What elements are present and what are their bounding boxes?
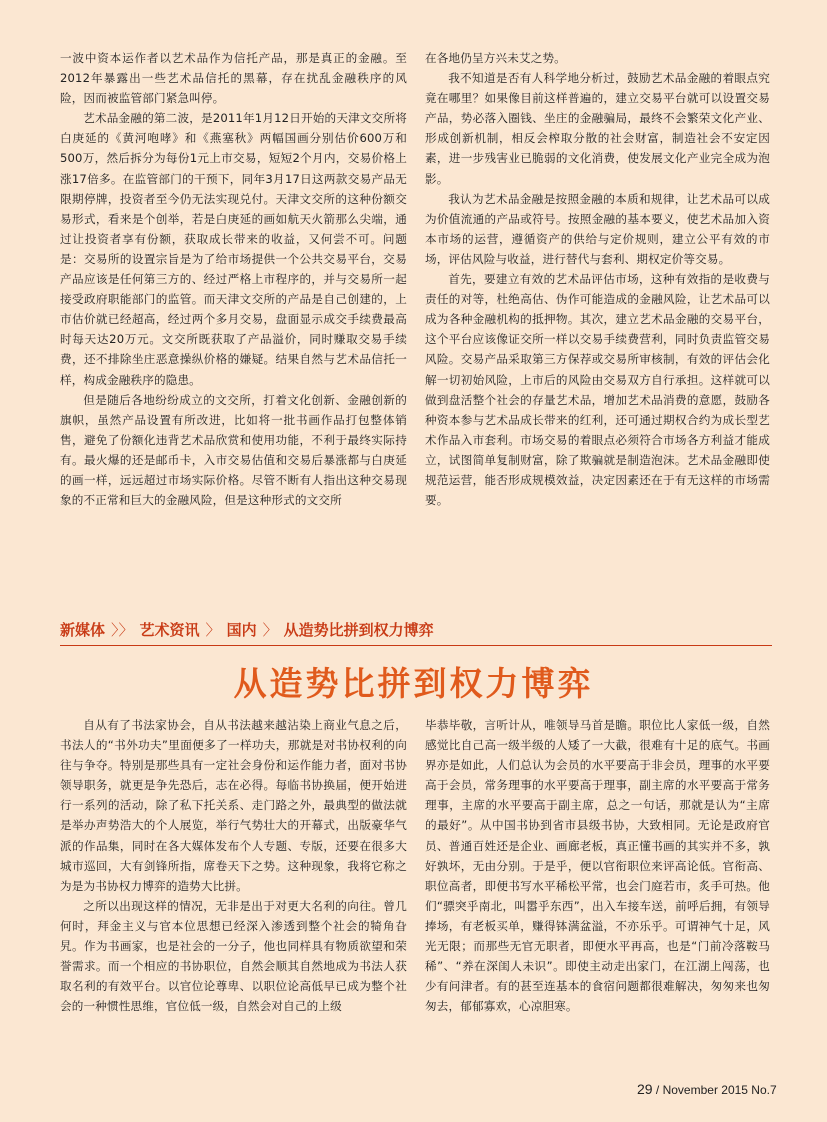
- article-headline: 从造势比拼到权力博弈: [233, 664, 594, 703]
- section-divider: [60, 645, 772, 646]
- article-column-top-right: [425, 48, 770, 510]
- breadcrumb-separator: 〉: [262, 621, 278, 639]
- breadcrumb-separator: 〉: [205, 621, 221, 639]
- breadcrumb: [60, 619, 434, 640]
- breadcrumb-section[interactable]: 新媒体: [60, 621, 106, 639]
- paragraph: 我认为艺术品金融是按照金融的本质和规律，让艺术品可以成为价值流通的产品或符号。按照金融的基本要义，使艺术品加入资本市场的运营，遵循资产的供给与定价规则，建立公平有效的市场，评估风险与收益，进行替代与套利、期权定价等交易。: [425, 191, 770, 266]
- paragraph: 但是随后各地纷纷成立的文交所，打着文化创新、金融创新的旗帜，虽然产品设置有所改进，比如将一批书画作品打包整体销售，避免了份额化违背艺术品欣赏和使用功能，不利于最终实际持有。最火爆的还是邮币卡，入市交易估值和交易后暴涨都与白庚延的画一样，远远超过市场实际价格。尽管不断有人指出这种交易现象的不正常和巨大的金融风险，但是这种形式的文交所: [60, 392, 407, 508]
- breadcrumb-category[interactable]: 艺术资讯: [139, 621, 200, 639]
- paragraph: 首先，要建立有效的艺术品评估市场，这种有效指的是收费与责任的对等，杜绝高估、伪作可能造成的金融风险，让艺术品可以成为各种金融机构的抵押物。其次，建立艺术品金融的交易平台，这个平台应该像证交所一样以交易手续费营利，同时负责监管交易风险。交易产品采取第三方保荐或交易所审核制，有效的评估会化解一切初始风险，上市后的风险由交易双方自行承担。这样就可以做到盘活整个社会的存量艺术品，增加艺术品消费的意愿，鼓励各种资本参与艺术品成长带来的红利，还可通过期权合约为成长型艺术作品入市套利。市场交易的着眼点必须符合市场各方利益才能成立，试图简单复制财富，除了欺骗就是制造泡沫。艺术品金融即使规范运营，能否形成规模效益，决定因素还在于有无这样的市场需要。: [425, 272, 770, 508]
- breadcrumb-current: 从造势比拼到权力博弈: [283, 621, 434, 639]
- paragraph: 我不知道是否有人科学地分析过，鼓励艺术品金融的着眼点究竟在哪里？如果像目前这样普遍的，建立交易平台就可以设置交易产品，势必落入圈钱、坐庄的金融骗局，最终不会繁荣文化产业、形成创新机制，相反会榨取分散的社会财富，制造社会不安定因素，进一步残害业已脆弱的文化消费，使发展文化产业完全成为泡影。: [425, 71, 770, 186]
- article-column-bottom-left: [60, 715, 407, 1016]
- page-number: 29: [637, 1081, 653, 1097]
- issue-label: / November 2015 No.7: [655, 1083, 777, 1097]
- paragraph: 在各地仍呈方兴未艾之势。: [425, 51, 566, 65]
- paragraph: 自从有了书法家协会，自从书法越来越沾染上商业气息之后，书法人的“书外功夫”里面便多了一样功夫，那就是对书协权利的向往与争夺。特别是那些具有一定社会身份和运作能力者，面对书协领导职务，就更是争先恐后，志在必得。每临书协换届，便开始进行一系列的活动，除了私下托关系、走门路之外，最典型的做法就是举办声势浩大的个人展览，举行气势壮大的开幕式，出版豪华气派的作品集，同时在各大媒体发布个人专题、专版，还要在很多大城市巡回，大有剑锋所指，席卷天下之势。这种现象，我将它称之为是为书协权力博弈的造势大比拼。: [60, 718, 407, 893]
- paragraph: 毕恭毕敬，言听计从，唯领导马首是瞻。职位比人家低一级，自然感觉比自己高一级半级的人矮了一大截，很难有十足的底气。书画界亦是如此，人们总认为会员的水平要高于非会员，理事的水平要高于会员，常务理事的水平要高于理事，副主席的水平要高于常务理事，主席的水平要高于副主席，总之一句话，那就是认为“主席的最好”。从中国书协到省市县级书协，大致相同。无论是政府官员、普通百姓还是企业、画廊老板，真正懂书画的其实并不多，孰好孰坏，无由分别。于是乎，便以官衔职位来评高论低。官衔高、职位高者，即便书写水平稀松平常，也会门庭若市，炙手可热。他们“骠突乎南北，叫嚣乎东西”，出入车接车送，前呼后拥，有领导捧场，有老板买单，赚得钵满盆溢，不亦乐乎。可谓神气十足，风光无限；而那些无官无职者，即便水平再高，也是“门前冷落鞍马稀”、“养在深闺人未识”。即使主动走出家门，在江湖上闯荡，也少有问津者。有的甚至连基本的食宿问题都很难解决，匆匆来也匆匆去，郁郁寡欢，心凉胆寒。: [425, 718, 770, 1014]
- breadcrumb-subcategory[interactable]: 国内: [226, 621, 257, 639]
- breadcrumb-separator: 〉〉: [111, 621, 134, 639]
- paragraph: 一波中资本运作者以艺术品作为信托产品，那是真正的金融。至2012年暴露出一些艺术品信托的黑幕，存在扰乱金融秩序的风险，因而被监管部门紧急叫停。: [60, 51, 407, 106]
- article-column-bottom-right: [425, 715, 770, 1016]
- article-column-top-left: [60, 48, 407, 510]
- paragraph: 之所以出现这样的情况，无非是出于对更大名利的向往。曾几何时，拜金主义与官本位思想已经深入渗透到整个社会的犄角旮旯。作为书画家，也是社会的一分子，他也同样具有物质欲望和荣誉需求。而一个相应的书协职位，自然会顺其自然地成为书法人获取名利的有效平台。以官位论尊卑、以职位论高低早已成为整个社会的一种惯性思维，官位低一级，自然会对自己的上级: [60, 898, 407, 1014]
- page-footer: [637, 1081, 777, 1097]
- paragraph: 艺术品金融的第二波，是2011年1月12日开始的天津文交所将白庚延的《黄河咆哮》和《燕塞秋》两幅国画分别估价600万和500万，然后拆分为每份1元上市交易，短短2个月内，交易价格上涨17倍多。在监管部门的干预下，同年3月17日这两款交易产品无限期停牌，投资者至今仍无法实现兑付。天津文交所的这种份额交易形式，看来是个创举，若是白庚延的画如航天火箭那么尖端，通过让投资者享有份额，获取成长带来的收益，又何尝不可。问题是：交易所的设置宗旨是为了给市场提供一个公共交易平台，交易产品应该是任何第三方的、经过严格上市程序的，并与交易所一起接受政府职能部门的监管。而天津文交所的产品是自己创建的，上市估价就已经超高，经过两个多月交易，盘面显示成交手续费最高时每天达20万元。文交所既获取了产品溢价，同时赚取交易手续费，还不排除坐庄恶意操纵价格的嫌疑。结果自然与艺术品信托一样，构成金融秩序的隐患。: [60, 111, 407, 387]
